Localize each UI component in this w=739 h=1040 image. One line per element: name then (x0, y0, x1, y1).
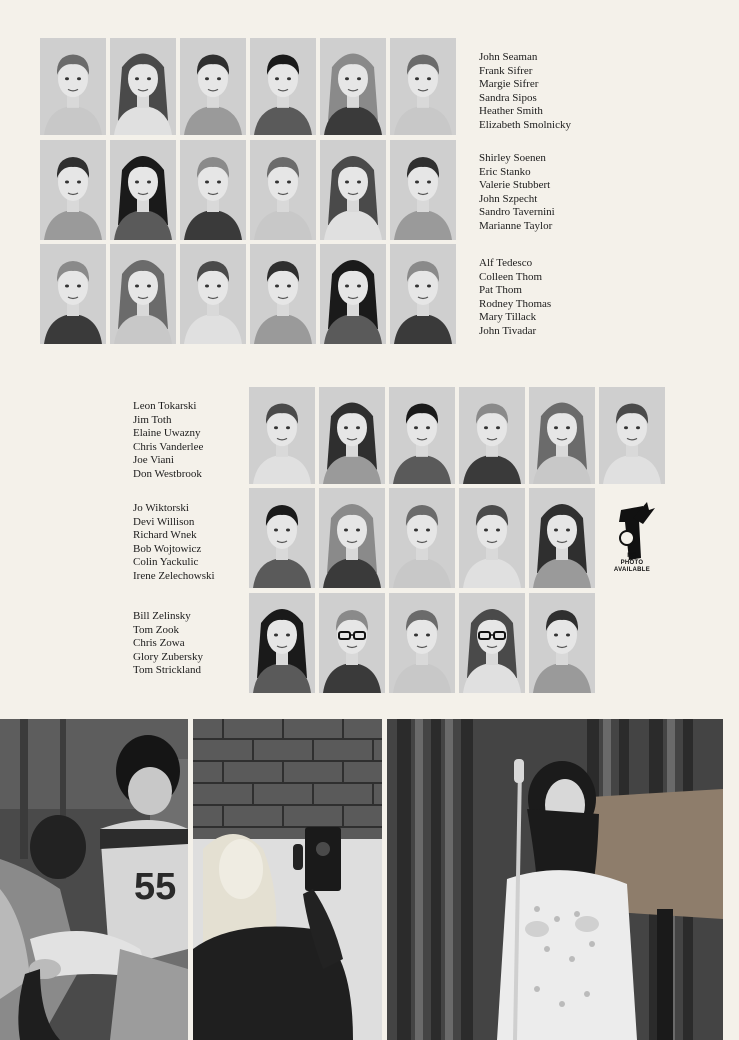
student-name: Alf Tedesco (479, 257, 533, 269)
student-photo (180, 140, 246, 240)
student-photo (390, 140, 456, 240)
student-name: Marianne Taylor (479, 219, 553, 232)
name-list-2 (479, 152, 555, 233)
no-photo-available-badge (599, 488, 665, 588)
candid-photo-telephone (193, 719, 382, 1040)
student-name: Glory Zubersky (133, 650, 203, 663)
student-photo (390, 38, 456, 135)
photo-grid-5 (249, 488, 665, 588)
jersey-number: 55 (134, 866, 177, 908)
student-name: Jim Toth (133, 413, 172, 426)
student-photo (529, 387, 595, 484)
student-photo (320, 244, 386, 344)
name-list-4 (133, 400, 203, 481)
student-photo (249, 488, 315, 588)
student-photo (250, 140, 316, 240)
student-name: Valerie Stubbert (479, 179, 551, 191)
student-name: Leon Tokarski (133, 400, 197, 412)
student-photo (180, 244, 246, 344)
student-name: Eric Stanko (479, 165, 531, 178)
student-name: Pat Thom (479, 284, 522, 296)
student-name: Colleen Thom (479, 270, 543, 283)
student-photo (319, 593, 385, 693)
candid-photo-speaker (387, 719, 723, 1040)
student-photo (390, 244, 456, 344)
student-name: Joe Viani (133, 454, 174, 466)
student-name: Shirley Soenen (479, 152, 546, 164)
student-photo (599, 387, 665, 484)
photo-grid-4 (249, 387, 665, 484)
no-photo-line: NO (627, 553, 637, 559)
student-photo (110, 244, 176, 344)
student-photo (250, 244, 316, 344)
name-list-6 (133, 610, 203, 678)
name-list-3 (479, 257, 551, 338)
photo-grid-3 (40, 244, 456, 344)
student-name: John Seaman (479, 51, 538, 63)
student-name: Chris Vanderlee (133, 440, 204, 453)
student-name: Richard Wnek (133, 529, 197, 541)
student-photo (459, 387, 525, 484)
student-photo (320, 140, 386, 240)
student-name: Don Westbrook (133, 467, 202, 480)
student-photo (320, 38, 386, 135)
student-name: Frank Sifrer (479, 64, 533, 77)
student-name: Margie Sifrer (479, 78, 539, 90)
student-photo (529, 488, 595, 588)
student-photo (249, 593, 315, 693)
student-name: John Szpecht (479, 192, 538, 205)
student-name: Rodney Thomas (479, 297, 552, 310)
student-photo (389, 488, 455, 588)
student-name: Chris Zowa (133, 637, 185, 649)
student-name: Tom Strickland (133, 664, 201, 676)
student-name: Sandro Tavernini (479, 206, 555, 218)
student-name: Heather Smith (479, 105, 543, 117)
candid-photo-football (0, 719, 188, 1040)
photo-grid-6 (249, 593, 665, 693)
student-name: Devi Willison (133, 515, 195, 528)
student-name: John Tivadar (479, 324, 537, 337)
name-list-5 (133, 502, 215, 583)
student-photo (459, 593, 525, 693)
student-name: Elizabeth Smolnicky (479, 118, 571, 131)
student-name: Colin Yackulic (133, 556, 199, 568)
student-name: Bill Zelinsky (133, 610, 191, 622)
student-photo (180, 38, 246, 135)
student-photo (389, 387, 455, 484)
student-name: Sandra Sipos (479, 91, 537, 104)
student-name: Tom Zook (133, 623, 179, 636)
student-photo (250, 38, 316, 135)
student-photo (459, 488, 525, 588)
student-photo (40, 244, 106, 344)
student-photo (389, 593, 455, 693)
photo-grid-1 (40, 38, 456, 135)
student-name: Irene Zelechowski (133, 569, 215, 582)
student-photo (319, 387, 385, 484)
no-photo-line: PHOTO (620, 560, 644, 566)
student-name: Mary Tillack (479, 311, 537, 323)
student-photo (40, 140, 106, 240)
no-photo-line: AVAILABLE (613, 567, 651, 573)
student-name: Bob Wojtowicz (133, 542, 202, 555)
student-name: Jo Wiktorski (133, 502, 189, 514)
student-photo (40, 38, 106, 135)
photo-grid-2 (40, 140, 456, 240)
student-photo (529, 593, 595, 693)
student-photo (319, 488, 385, 588)
student-name: Elaine Uwazny (133, 427, 201, 439)
student-photo (249, 387, 315, 484)
name-list-1 (479, 51, 571, 132)
student-photo (110, 140, 176, 240)
student-photo (110, 38, 176, 135)
